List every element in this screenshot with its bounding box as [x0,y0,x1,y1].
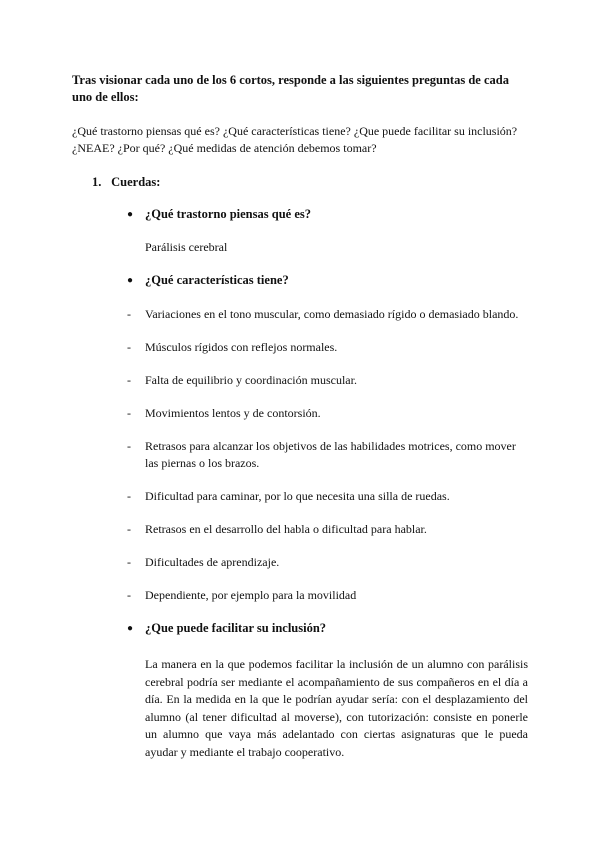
list-item [127,405,527,422]
list-item-text: Retrasos en el desarrollo del habla o dificultad para hablar. [145,522,427,536]
list-item [127,306,527,323]
list-item-text: Falta de equilibrio y coordinación muscular. [145,373,357,387]
list-item-text: Músculos rígidos con reflejos normales. [145,340,338,354]
list-item-text: Dependiente, por ejemplo para la movilidad [145,588,357,602]
question-list: ¿Qué trastorno piensas qué es? ¿Qué características tiene? ¿Que puede facilitar su inclusión? ¿NEAE? ¿Por qué? ¿Qué medidas de atención debemos tomar? [72,124,518,155]
list-item [127,339,527,356]
bullet-icon: ● [127,275,134,286]
section-title: Cuerdas: [111,175,161,189]
section-heading [92,175,160,190]
question-1-text: ¿Qué trastorno piensas qué es? [145,207,311,221]
list-item [127,521,527,538]
list-item-text: Variaciones en el tono muscular, como demasiado rígido o demasiado blando. [145,307,519,321]
dash-marker: - [127,373,131,387]
bullet-icon: ● [127,209,134,220]
dash-marker: - [127,555,131,569]
section-number: 1. [92,175,102,189]
list-item [127,372,527,389]
dash-marker: - [127,522,131,536]
question-3-heading [127,621,326,636]
question-2-heading [127,273,289,288]
list-item [127,488,527,505]
question-3-answer: La manera en la que podemos facilitar la inclusión de un alumno con parálisis cerebral podría ser mediante el acompañamiento de sus compañeros en el día a día. En la medida en la que le podrían ayudar sería: con el desplazamiento del alumno (al tener dificultad al moverse), con tutorización: consiste en ponerle un alumno que vaya más adelantado con ciertas asignaturas que le pueda ayudar y mediante el trabajo cooperativo. [145,657,528,759]
list-item [127,587,527,604]
list-item [127,438,527,472]
question-3-text: ¿Que puede facilitar su inclusión? [145,621,327,635]
dash-marker: - [127,307,131,321]
dash-marker: - [127,406,131,420]
question-1-answer: Parálisis cerebral [145,240,228,254]
list-item-text: Retrasos para alcanzar los objetivos de las habilidades motrices, como mover las piernas o los brazos. [145,439,516,470]
list-item-text: Dificultad para caminar, por lo que necesita una silla de ruedas. [145,489,450,503]
question-2-text: ¿Qué características tiene? [145,273,289,287]
bullet-icon: ● [127,623,134,634]
list-item [127,554,527,571]
list-item-text: Movimientos lentos y de contorsión. [145,406,321,420]
question-1-heading [127,207,311,222]
dash-marker: - [127,489,131,503]
dash-marker: - [127,439,131,453]
intro-instructions: Tras visionar cada uno de los 6 cortos, responde a las siguientes preguntas de cada uno de ellos: [72,73,509,104]
dash-marker: - [127,340,131,354]
list-item-text: Dificultades de aprendizaje. [145,555,280,569]
dash-marker: - [127,588,131,602]
